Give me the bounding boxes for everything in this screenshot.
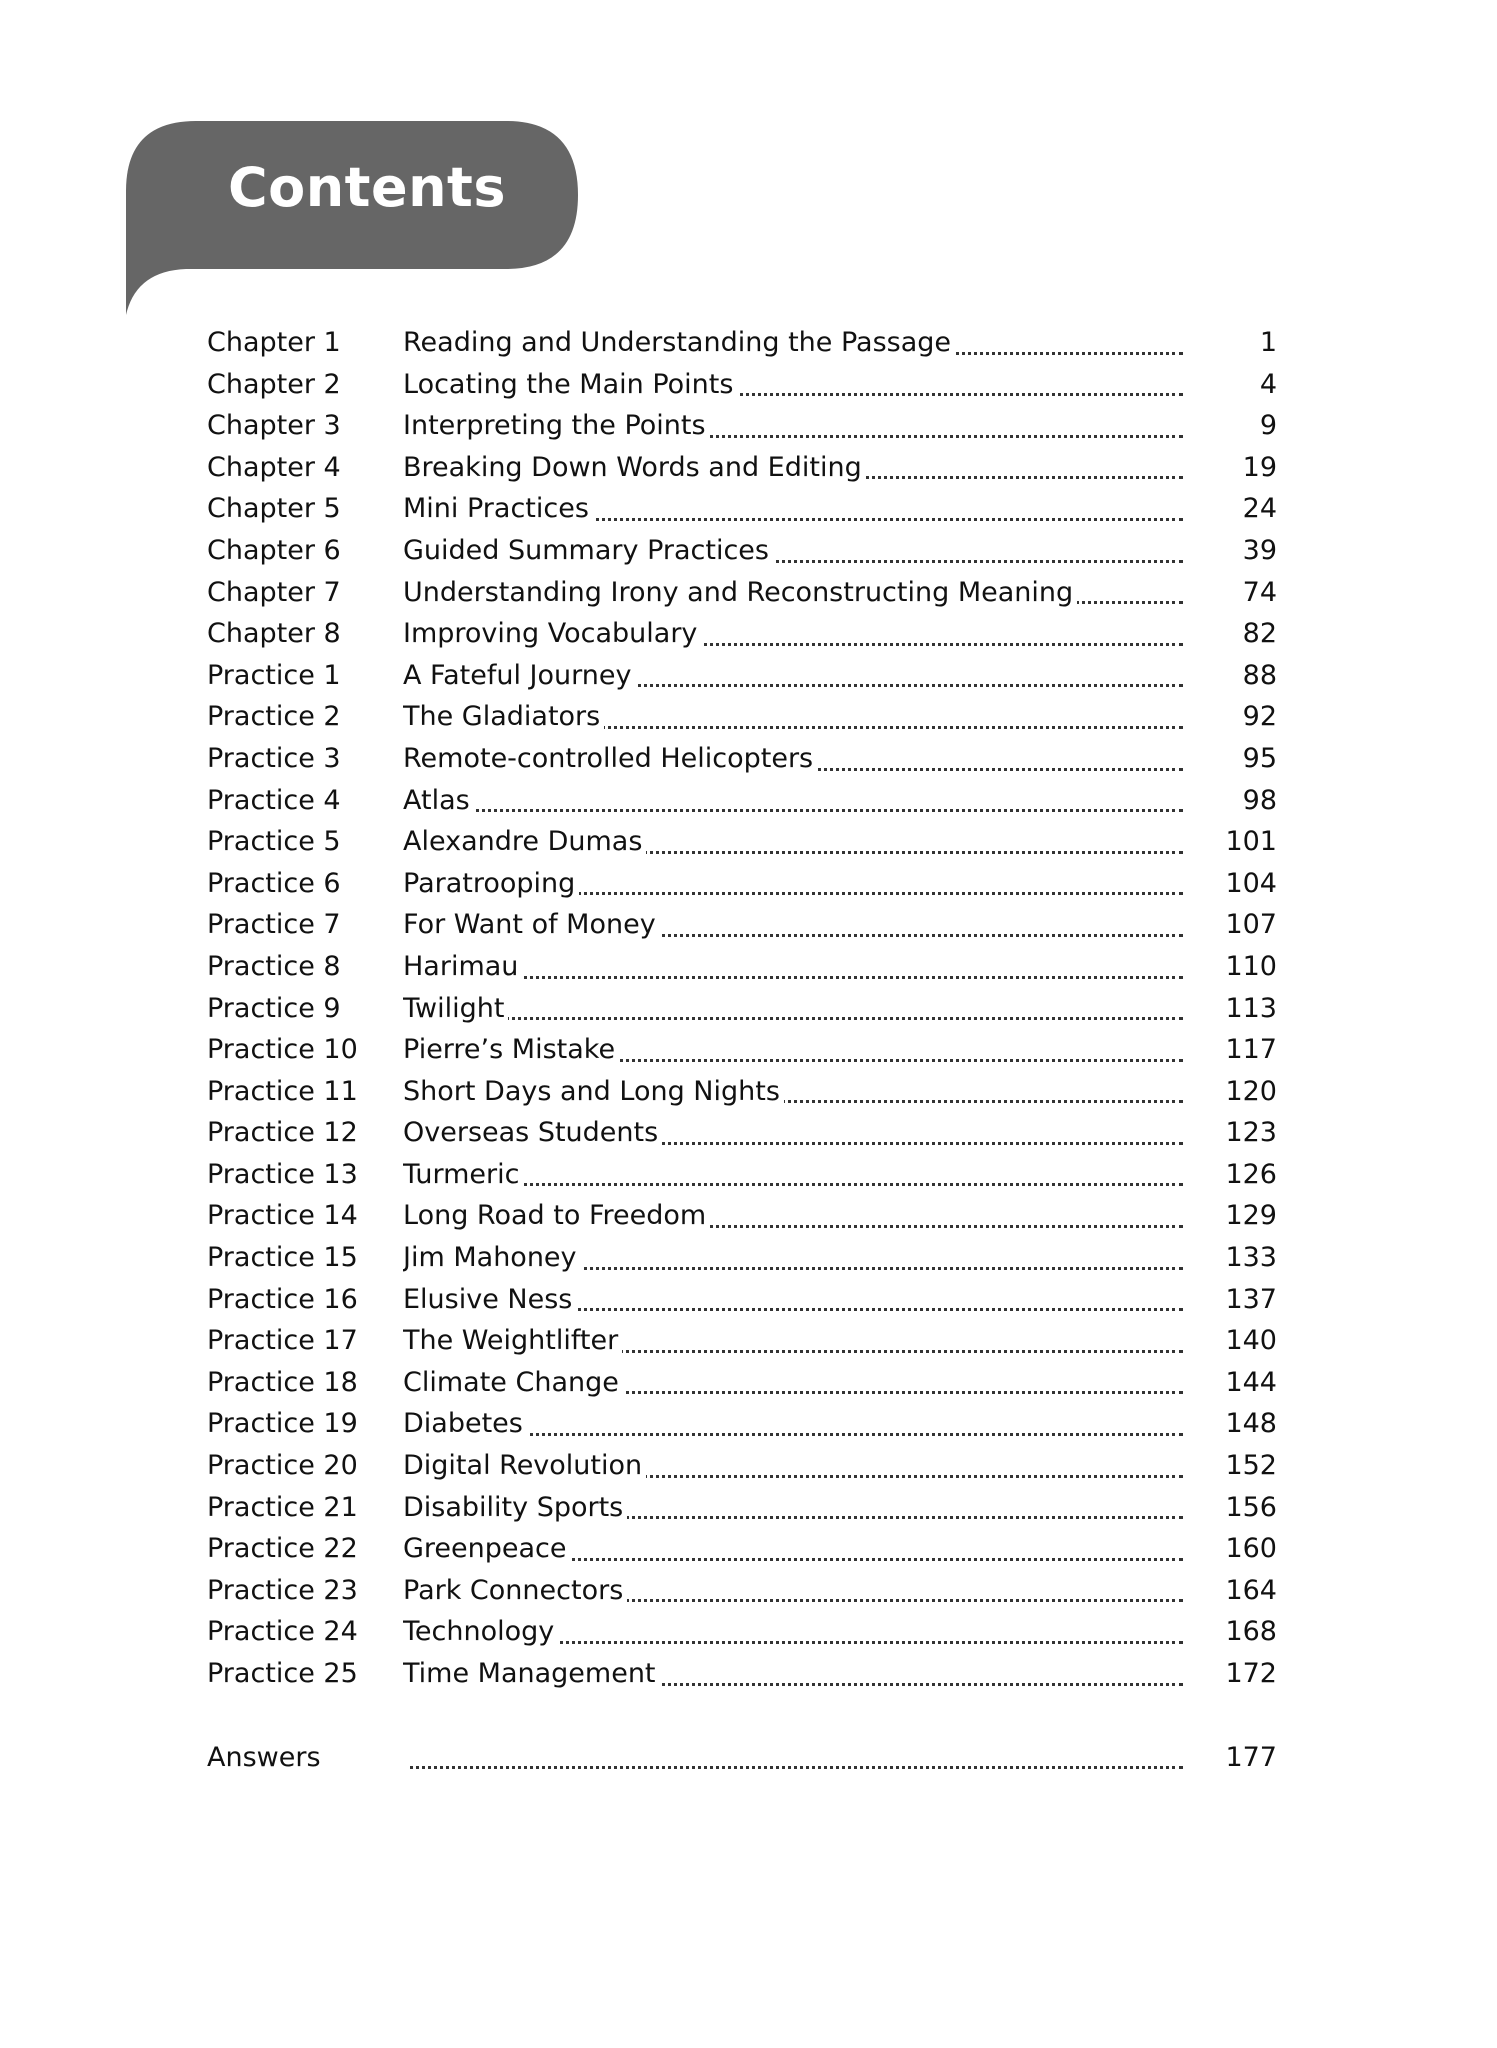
toc-entry[interactable] [207,1320,1277,1362]
entry-label: Practice 4 [207,784,341,816]
entry-label: Practice 12 [207,1117,358,1149]
entry-title: Pierre’s Mistake [403,1034,619,1065]
entry-title: Mini Practices [403,493,593,524]
entry-title-with-leader [403,1403,1183,1445]
toc-entry[interactable] [207,696,1277,738]
entry-title: Disability Sports [403,1492,627,1523]
entry-title: Locating the Main Points [403,369,737,400]
entry-page-number: 133 [1225,1242,1277,1274]
entry-label: Practice 23 [207,1574,358,1606]
entry-title: Alexandre Dumas [403,826,646,857]
entry-title-with-leader [403,1029,1183,1071]
entry-label: Practice 8 [207,950,341,982]
entry-title: The Gladiators [403,701,604,732]
entry-label: Chapter 2 [207,368,341,400]
entry-label: Chapter 8 [207,618,341,650]
entry-page-number: 19 [1242,451,1277,483]
toc-entry[interactable] [207,447,1277,489]
toc-entry[interactable] [207,904,1277,946]
entry-label: Practice 1 [207,659,341,691]
entry-label: Practice 21 [207,1491,358,1523]
entry-title: Park Connectors [403,1575,627,1606]
entry-title: Remote-controlled Helicopters [403,743,817,774]
entry-title-with-leader [403,655,1183,697]
toc-entry[interactable] [207,1737,1277,1779]
entry-title-with-leader [403,1570,1183,1612]
entry-title-with-leader [403,1071,1183,1113]
entry-title-with-leader [403,1653,1183,1695]
entry-title: Breaking Down Words and Editing [403,452,866,483]
page-title: Contents [227,156,506,219]
entry-label: Practice 10 [207,1034,358,1066]
toc-entry[interactable] [207,1570,1277,1612]
toc-entry[interactable] [207,1487,1277,1529]
toc-entry[interactable] [207,1112,1277,1154]
toc-entry[interactable] [207,488,1277,530]
table-of-contents [207,322,1277,1778]
contents-heading-tab [126,121,578,315]
entry-title-with-leader [403,738,1183,780]
entry-page-number: 156 [1225,1491,1277,1523]
entry-label: Chapter 4 [207,451,341,483]
toc-entry[interactable] [207,1029,1277,1071]
toc-entry[interactable] [207,988,1277,1030]
entry-page-number: 129 [1225,1200,1277,1232]
entry-title: Understanding Irony and Reconstructing Meaning [403,577,1077,608]
entry-title-with-leader [403,1320,1183,1362]
toc-entry[interactable] [207,1653,1277,1695]
entry-title: Technology [403,1616,558,1647]
entry-title-with-leader [403,1737,1183,1779]
entry-page-number: 39 [1242,534,1277,566]
entry-page-number: 120 [1225,1075,1277,1107]
entry-title: Twilight [403,993,508,1024]
toc-entry[interactable] [207,1528,1277,1570]
entry-page-number: 144 [1225,1366,1277,1398]
entry-label: Practice 22 [207,1533,358,1565]
entry-title-with-leader [403,530,1183,572]
toc-entry[interactable] [207,655,1277,697]
entry-label: Practice 16 [207,1283,358,1315]
toc-entry[interactable] [207,1445,1277,1487]
entry-title-with-leader [403,1112,1183,1154]
entry-title-with-leader [403,1237,1183,1279]
entry-title: Elusive Ness [403,1284,576,1315]
entry-label: Practice 24 [207,1616,358,1648]
entry-page-number: 164 [1225,1574,1277,1606]
entry-title-with-leader [403,1487,1183,1529]
entry-label: Chapter 1 [207,327,341,358]
entry-title: Atlas [403,785,474,816]
entry-title: Overseas Students [403,1117,662,1148]
entry-page-number: 98 [1242,784,1277,816]
toc-entry[interactable] [207,946,1277,988]
entry-page-number: 95 [1242,742,1277,774]
toc-entry[interactable] [207,1195,1277,1237]
entry-title: For Want of Money [403,909,660,940]
toc-entry[interactable] [207,1237,1277,1279]
toc-entry[interactable] [207,1362,1277,1404]
entry-page-number: 107 [1225,909,1277,941]
entry-page-number: 74 [1242,576,1277,608]
entry-title: Digital Revolution [403,1450,646,1481]
entry-title: Harimau [403,951,522,982]
entry-label: Chapter 7 [207,576,341,608]
entry-title: Short Days and Long Nights [403,1076,784,1107]
toc-entry[interactable] [207,821,1277,863]
entry-title-with-leader [403,447,1183,489]
entry-title-with-leader [403,946,1183,988]
entry-title: Reading and Understanding the Passage [403,327,955,358]
entry-page-number: 148 [1225,1408,1277,1440]
entry-label: Practice 13 [207,1158,358,1190]
toc-entry[interactable] [207,364,1277,406]
entry-page-number: 88 [1242,659,1277,691]
entry-page-number: 123 [1225,1117,1277,1149]
entry-title: Guided Summary Practices [403,535,773,566]
entry-page-number: 117 [1225,1034,1277,1066]
entry-title-with-leader [403,322,1183,364]
entry-title-with-leader [403,1154,1183,1196]
toc-entry[interactable] [207,1611,1277,1653]
entry-page-number: 110 [1225,950,1277,982]
entry-label: Practice 2 [207,701,341,733]
entry-label: Practice 17 [207,1325,358,1357]
toc-entry[interactable] [207,780,1277,822]
entry-title: Long Road to Freedom [403,1200,710,1231]
entry-page-number: 168 [1225,1616,1277,1648]
entry-title: Interpreting the Points [403,410,710,441]
toc-entry[interactable] [207,1279,1277,1321]
entry-title: Paratrooping [403,868,579,899]
entry-page-number: 4 [1259,368,1277,400]
dot-leader [403,1017,1183,1020]
entry-title-with-leader [403,821,1183,863]
entry-title-with-leader [403,1611,1183,1653]
entry-label: Chapter 3 [207,410,341,442]
entry-title-with-leader [403,572,1183,614]
entry-label: Chapter 5 [207,493,341,525]
entry-label: Chapter 6 [207,534,341,566]
entry-page-number: 1 [1259,327,1277,358]
toc-entry[interactable] [207,738,1277,780]
entry-title [403,1742,407,1773]
dot-leader [403,1766,1183,1769]
entry-label: Practice 9 [207,992,341,1024]
entry-title-with-leader [403,863,1183,905]
toc-entry[interactable] [207,322,1277,364]
entry-label: Practice 6 [207,867,341,899]
entry-label: Answers [207,1741,321,1773]
entry-title-with-leader [403,1362,1183,1404]
entry-page-number: 152 [1225,1450,1277,1482]
entry-title: A Fateful Journey [403,660,635,691]
entry-title: Climate Change [403,1367,623,1398]
entry-title-with-leader [403,696,1183,738]
entry-label: Practice 14 [207,1200,358,1232]
entry-label: Practice 11 [207,1075,358,1107]
entry-label: Practice 25 [207,1658,358,1689]
entry-title-with-leader [403,488,1183,530]
entry-title: Diabetes [403,1408,527,1439]
entry-title-with-leader [403,1445,1183,1487]
entry-title: Time Management [403,1658,660,1689]
entry-title: Jim Mahoney [403,1242,581,1273]
entry-page-number: 92 [1242,701,1277,733]
entry-page-number: 126 [1225,1158,1277,1190]
entry-label: Practice 15 [207,1242,358,1274]
entry-label: Practice 19 [207,1408,358,1440]
entry-title: Turmeric [403,1159,524,1190]
toc-entry[interactable] [207,613,1277,655]
entry-label: Practice 20 [207,1450,358,1482]
entry-page-number: 177 [1225,1741,1277,1773]
entry-title-with-leader [403,405,1183,447]
entry-page-number: 172 [1225,1658,1277,1689]
entry-label: Practice 5 [207,826,341,858]
entry-title-with-leader [403,988,1183,1030]
entry-title-with-leader [403,1279,1183,1321]
toc-entry[interactable] [207,1071,1277,1113]
entry-title-with-leader [403,780,1183,822]
entry-page-number: 82 [1242,618,1277,650]
entry-label: Practice 7 [207,909,341,941]
toc-entry[interactable] [207,1403,1277,1445]
entry-title: Greenpeace [403,1533,571,1564]
entry-title-with-leader [403,364,1183,406]
toc-entry[interactable] [207,405,1277,447]
entry-title-with-leader [403,1195,1183,1237]
entry-title: The Weightlifter [403,1325,622,1356]
entry-page-number: 24 [1242,493,1277,525]
toc-entry[interactable] [207,1154,1277,1196]
entry-label: Practice 18 [207,1366,358,1398]
entry-page-number: 160 [1225,1533,1277,1565]
entry-title-with-leader [403,613,1183,655]
entry-page-number: 104 [1225,867,1277,899]
entry-page-number: 101 [1225,826,1277,858]
entry-page-number: 9 [1259,410,1277,442]
entry-label: Practice 3 [207,742,341,774]
entry-page-number: 140 [1225,1325,1277,1357]
entry-title-with-leader [403,1528,1183,1570]
toc-entry[interactable] [207,530,1277,572]
entry-title-with-leader [403,904,1183,946]
entry-page-number: 113 [1225,992,1277,1024]
toc-entry[interactable] [207,572,1277,614]
dot-leader [403,809,1183,812]
entry-page-number: 137 [1225,1283,1277,1315]
entry-title: Improving Vocabulary [403,618,701,649]
toc-entry[interactable] [207,863,1277,905]
